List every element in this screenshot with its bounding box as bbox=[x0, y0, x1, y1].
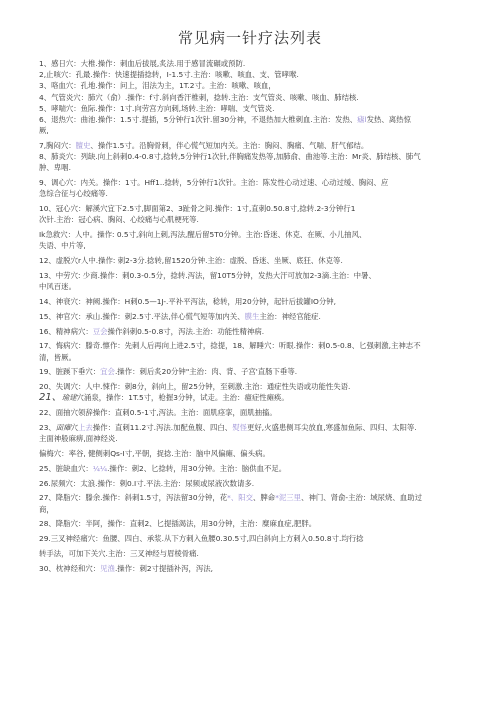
line-text: 、操作1.5寸。沿胸骨刺，伴心慌气短加内关。主治：胸闷、胸痛、气喘、肝气郁结。 bbox=[90, 141, 369, 151]
text-line bbox=[39, 352, 461, 363]
line-text: 8、肺炎穴：列缺.向上斜刺0.4-0.8寸,捻转,5分钟行1次针,伴胸痛发热等,加肺俞、曲池等.主治：Mr炎、肺结核、肺气 bbox=[39, 152, 421, 162]
text-line bbox=[39, 392, 461, 403]
line-text: 转手法，可加下关穴.主治：三叉神经与眉棱骨痛. bbox=[39, 548, 199, 558]
line-text: 瑜建 bbox=[61, 393, 77, 403]
line-text: 更好,火盛患侧耳尖放血,寒盛加鱼际、四归、太阳等. bbox=[247, 423, 417, 432]
text-line bbox=[39, 311, 461, 322]
line-text: 22、面抽穴领辞操作：直刺0.5-1寸,泻法。主治：面肌痉挛，面肌抽搐。 bbox=[39, 408, 277, 418]
line-text: 清，皆厥。 bbox=[39, 352, 76, 362]
text-line bbox=[39, 296, 461, 307]
line-text: 、神门、肾俞-主治：域尿烧、血助过 bbox=[301, 493, 422, 503]
line-text: 9、调心穴：内关。操作：1寸。Hff1..捻转，5分钟行1次针。主治：陈发性心动过速、心动过缓、胸闷、应 bbox=[39, 178, 389, 188]
line-text: 29.三叉神经痛穴：鱼腰、四白、承浆.从下方刺入鱼腰0.30.5寸,四白斜向上方刺入0.50.8寸.均行捻 bbox=[39, 534, 364, 544]
text-line bbox=[39, 114, 461, 125]
highlighted-text: 熨怪 bbox=[232, 423, 247, 432]
text-line bbox=[39, 504, 461, 515]
highlighted-text: 豆会 bbox=[92, 326, 108, 336]
text-line bbox=[39, 125, 461, 136]
text-line bbox=[39, 188, 461, 199]
text-line bbox=[39, 140, 461, 151]
highlighted-text: 膻史 bbox=[75, 141, 91, 151]
line-text: .操作：刺2寸提插补泻，泻法, bbox=[114, 563, 214, 573]
text-line bbox=[39, 162, 461, 173]
text-line bbox=[39, 463, 461, 474]
line-text: 15、神官穴：承山.操作：刺2.5寸.平法,伴心慌气短等加内关、 bbox=[39, 311, 245, 321]
line-text: 2,止咳穴：孔最.操作：快速提插捻转，I-1.5寸.主治：咳嗽、咳血、支、管哮喉. bbox=[39, 70, 299, 80]
document-title: 常见病一针疗法列表 bbox=[177, 29, 322, 47]
text-line bbox=[39, 433, 461, 444]
text-line bbox=[39, 381, 461, 392]
text-line bbox=[39, 229, 461, 240]
line-text: 28、降脂穴：半阿，操作：直刺2、匕提插渴法，用30分钟，主治：糜麻血症,肥胖。 bbox=[39, 519, 317, 529]
line-text: 16、精神病穴： bbox=[39, 326, 93, 336]
line-text: 20、失调穴：人中.悚作：刺8分，斜向上，留25分钟，至刺激.主治：通症性失语或功能性失语. bbox=[39, 382, 351, 392]
line-text: 偏梅穴：率谷, 健侧刺Qs-I寸,平朝，捉捻.主治：脑中风偏瘫、偏头病。 bbox=[39, 449, 270, 458]
line-text: 急综合征与心绞痛等. bbox=[39, 189, 108, 199]
line-text: 主治：神经官能症. bbox=[259, 311, 321, 321]
text-line bbox=[39, 340, 461, 351]
line-text: 发热、离热惊 bbox=[366, 115, 411, 125]
line-text: 失语、中片等, bbox=[39, 241, 86, 251]
line-text: 21、 bbox=[39, 392, 62, 404]
highlighted-text: *泥三里 bbox=[275, 493, 302, 503]
highlighted-text: 膜生 bbox=[244, 311, 260, 321]
line-text: 14、神衰穴：神阙.操作：H刺0.5—1J-.平补平泻法，稔转，用20分钟，起针后拔罐IO分钟, bbox=[39, 297, 336, 307]
text-line bbox=[39, 366, 461, 377]
text-line bbox=[39, 407, 461, 418]
line-text: 12、虚脱穴r人中.操作: 刺2-3分.捻转,留1520分钟.主治：虚脱、昏迷、坐厥、底狂、休克等. bbox=[39, 256, 343, 266]
text-line bbox=[39, 422, 461, 433]
line-text: 、脾命 bbox=[253, 493, 276, 503]
highlighted-text: 上去 bbox=[78, 423, 93, 432]
text-line bbox=[39, 214, 461, 225]
text-line bbox=[39, 326, 461, 337]
line-text: Ik急救穴：人中。操作: 0.5寸,斜向上刺,泻法,醒后留5T0分钟。主治:昏迷、休克、在厥、小儿抽风、 bbox=[39, 230, 367, 240]
line-text: 1、感日穴：大椎.操作：刺血后拔展,炙法.用于感冒流碾或预防. bbox=[39, 59, 246, 68]
line-text: .操作：刺后炙20分钟"主治：肉、背、子宫'直肠下垂等. bbox=[114, 367, 298, 377]
text-line bbox=[39, 270, 461, 281]
text-line bbox=[39, 92, 461, 103]
line-text: 厥, bbox=[39, 126, 49, 136]
text-line bbox=[39, 255, 461, 266]
line-text: 主面神般麻痹,面神经炎. bbox=[39, 434, 118, 444]
highlighted-text: ¼¼ bbox=[92, 463, 108, 473]
line-text: 30、枕神经和穴： bbox=[39, 563, 101, 573]
text-line bbox=[39, 548, 461, 559]
document-body bbox=[39, 58, 461, 574]
text-line bbox=[39, 103, 461, 114]
line-text: 面瘫 bbox=[55, 423, 71, 432]
highlighted-text: *、阳交 bbox=[227, 493, 253, 503]
line-text: 中风百迷。 bbox=[39, 282, 76, 292]
line-text: 13、中劳穴: 少商.操作：刺0.3-0.5分，捻转.泻法，留10T5分钟，发热大汗可放加2-3滴.主治：中暑、 bbox=[39, 271, 376, 281]
line-text: 10、冠心穴：解溪穴宜下2.5寸,脚面第2、3趾骨之间.操作：1寸,直刺0.50.8寸,捻转.2-3分钟行1 bbox=[39, 204, 356, 214]
text-line bbox=[39, 58, 461, 69]
text-line bbox=[39, 69, 461, 80]
highlighted-text: 宜会 bbox=[100, 367, 115, 377]
highlighted-text: 瘧l bbox=[357, 115, 367, 125]
line-text: 穴 bbox=[70, 423, 78, 432]
highlighted-text: 见渔 bbox=[100, 563, 115, 573]
line-text: 次针.主治：冠心病、胸闷、心绞痛与心肌梗死等. bbox=[39, 215, 199, 225]
line-text: 23、 bbox=[39, 423, 56, 432]
text-line bbox=[39, 563, 461, 574]
line-text: 操作斜刺0.5-0.8寸，泻法.主治：功能性精神病. bbox=[107, 326, 265, 336]
line-text: 操作：直刺11.2寸.泻法.加配鱼腹、四白、 bbox=[92, 423, 233, 432]
text-line bbox=[39, 203, 461, 214]
line-text: 26.尿频穴：太浪.操作：剌0.I寸.平法.主治：尿频或尿液次数请多. bbox=[39, 478, 255, 488]
line-text: 5、哮喘穴：鱼际.操作：1寸.向劳宫方向刺,场转.主治：哮喘、支气管炎. bbox=[39, 103, 275, 113]
text-line bbox=[39, 240, 461, 251]
line-text: 7,胸闷穴： bbox=[39, 141, 76, 151]
line-text: 肿、卑咽. bbox=[39, 163, 71, 173]
text-line bbox=[39, 281, 461, 292]
text-line bbox=[39, 518, 461, 529]
line-text: 3、咯血穴：孔地.操作：问上，泪法为主，1T.2寸。主治：咳嗽、咳血， bbox=[39, 81, 276, 91]
text-line bbox=[39, 478, 461, 489]
text-line bbox=[39, 533, 461, 544]
line-text: 19、脏蹊下垂穴： bbox=[39, 367, 101, 377]
line-text: 17、悔病穴：滕奇.懔作：先刺人后再向上进2.5寸，捻提，18、解睡穴：听眼.操作：刺0.5-0.8、匕强刺激,主神志不 bbox=[39, 341, 421, 351]
text-line bbox=[39, 492, 461, 503]
line-text: 4、气管炎穴：肺穴（俞）.操作：f寸.斜向香汗椎刺，捻转.主治：支气管炎、咳嗽、咳血、肺结核. bbox=[39, 92, 359, 102]
line-text: 穴涌泉，操作：1T.5寸，枪握3分钟，试走。主治：癔症性瘫痪。 bbox=[76, 393, 289, 403]
text-line bbox=[39, 80, 461, 91]
line-text: 商， bbox=[39, 504, 54, 514]
line-text: 25、脏缺血穴： bbox=[39, 463, 93, 473]
line-text: 27、降脂穴：滕余.操作：斜刺1.5寸，泻法留30分钟，花 bbox=[39, 493, 228, 503]
text-line bbox=[39, 151, 461, 162]
line-text: 6、退热穴：曲池.操作：1.5寸.提插，5分钟行1次针.留30分神，不退热加大椎刺血.主治：发热、 bbox=[39, 115, 358, 125]
text-line bbox=[39, 177, 461, 188]
line-text: .操作：刺2、匕捻转，用30分钟。主治：脑供血不足。 bbox=[107, 463, 287, 473]
text-line bbox=[39, 448, 461, 459]
